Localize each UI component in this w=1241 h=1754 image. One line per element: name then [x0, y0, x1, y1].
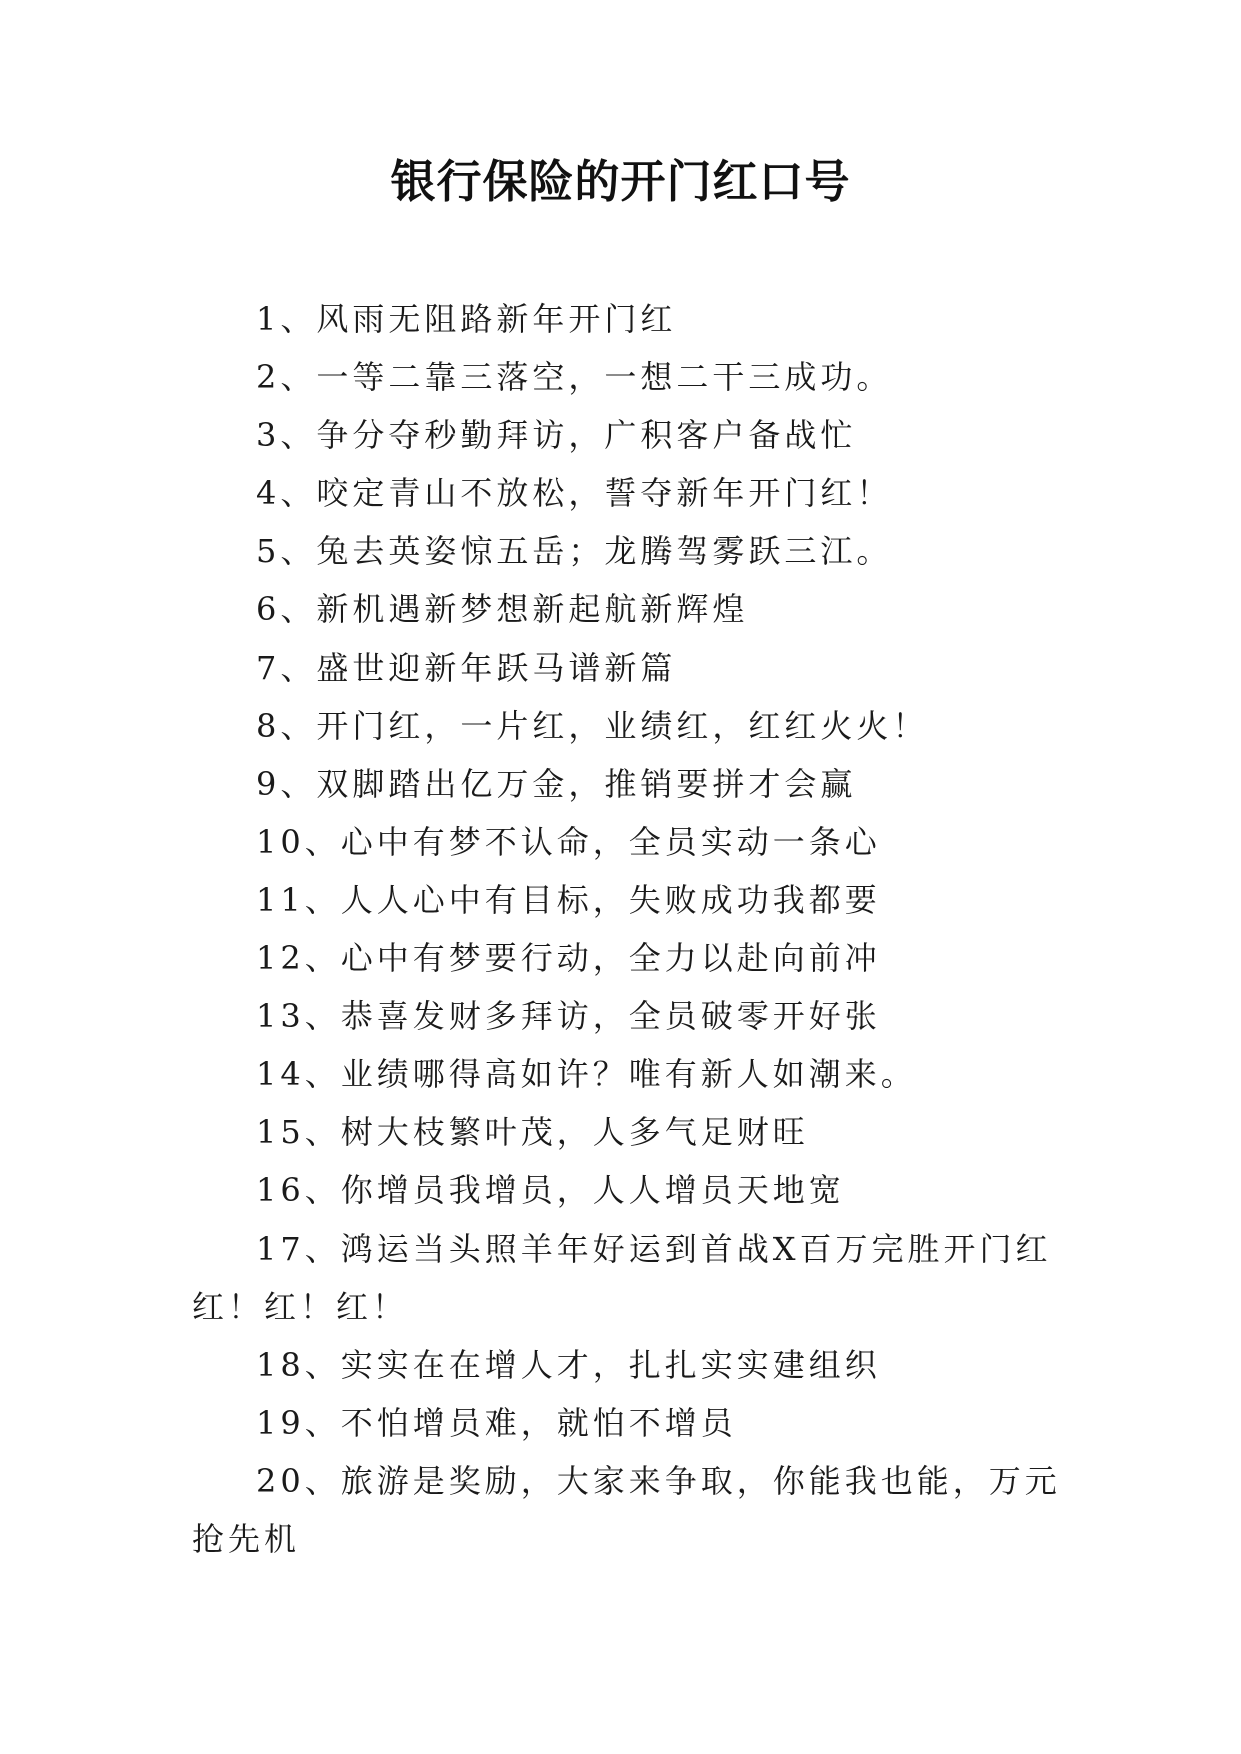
slogan-item: 18、实实在在增人才，扎扎实实建组织: [256, 1345, 881, 1384]
slogan-item: 1、风雨无阻路新年开门红: [256, 300, 677, 338]
slogan-list: [192, 290, 1092, 1568]
slogan-item: 5、兔去英姿惊五岳；龙腾驾雾跃三江。: [256, 532, 893, 571]
slogan-item: 6、新机遇新梦想新起航新辉煌: [256, 590, 749, 629]
slogan-item: 2、一等二靠三落空，一想二干三成功。: [256, 358, 893, 397]
slogan-item: 17、鸿运当头照羊年好运到首战X百万完胜开门红红！红！红！: [192, 1229, 1052, 1326]
slogan-item: 15、树大枝繁叶茂，人多气足财旺: [256, 1113, 809, 1152]
slogan-item: 7、盛世迎新年跃马谱新篇: [256, 648, 677, 687]
document-title: 银行保险的开门红口号: [390, 155, 851, 208]
slogan-item: 14、业绩哪得高如许？唯有新人如潮来。: [256, 1055, 917, 1094]
slogan-item: 9、双脚踏出亿万金，推销要拼才会赢: [256, 764, 857, 803]
slogan-item: 3、争分夺秒勤拜访，广积客户备战忙: [256, 416, 857, 455]
slogan-item: 8、开门红，一片红，业绩红，红红火火！: [256, 706, 929, 745]
slogan-item: 16、你增员我增员，人人增员天地宽: [256, 1171, 845, 1210]
slogan-item: 11、人人心中有目标，失败成功我都要: [256, 880, 881, 919]
slogan-item: 4、咬定青山不放松，誓夺新年开门红！: [256, 474, 893, 513]
slogan-item: 12、心中有梦要行动，全力以赴向前冲: [256, 939, 881, 978]
slogan-item: 13、恭喜发财多拜访，全员破零开好张: [256, 997, 881, 1036]
slogan-item: 10、心中有梦不认命，全员实动一条心: [256, 822, 881, 861]
slogan-item: 19、不怕增员难，就怕不增员: [256, 1403, 737, 1442]
slogan-item: 20、旅游是奖励，大家来争取，你能我也能，万元抢先机: [192, 1461, 1061, 1558]
